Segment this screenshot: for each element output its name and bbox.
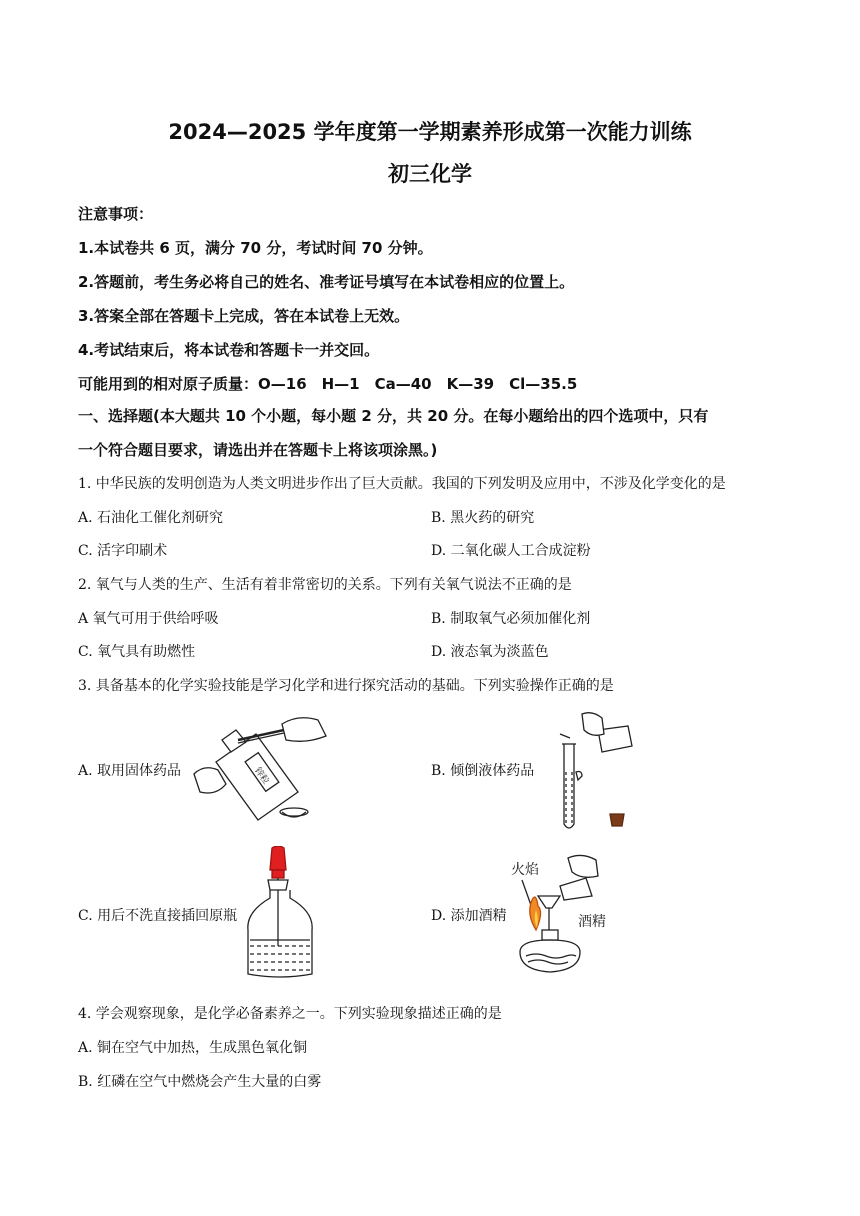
q1-option-c: C. 活字印刷术 bbox=[78, 543, 168, 559]
figure-take-solid bbox=[186, 712, 331, 824]
section-heading-line-1: 一、选择题(本大题共 10 个小题，每小题 2 分，共 20 分。在每小题给出的四个选项中，只有 bbox=[78, 407, 709, 425]
q3-option-a: A. 取用固体药品 bbox=[78, 763, 182, 779]
flame-label: 火焰 bbox=[511, 862, 539, 878]
figure-pour-liquid bbox=[538, 712, 638, 834]
q1-option-b: B. 黑火药的研究 bbox=[431, 510, 535, 526]
q1-option-a: A. 石油化工催化剂研究 bbox=[78, 510, 224, 526]
atomic-mass-line: 可能用到的相对原子质量：O—16 H—1 Ca—40 K—39 Cl—35.5 bbox=[78, 375, 578, 393]
q2-stem: 2. 氧气与人类的生产、生活有着非常密切的关系。下列有关氧气说法不正确的是 bbox=[78, 577, 572, 593]
q1-option-d: D. 二氧化碳人工合成淀粉 bbox=[431, 543, 591, 559]
exam-subtitle: 初三化学 bbox=[388, 162, 472, 186]
note-item-2: 2.答题前，考生务必将自己的姓名、准考证号填写在本试卷相应的位置上。 bbox=[78, 273, 575, 291]
note-item-4: 4.考试结束后，将本试卷和答题卡一并交回。 bbox=[78, 341, 380, 359]
q3-option-b: B. 倾倒液体药品 bbox=[431, 763, 535, 779]
q2-option-b: B. 制取氧气必须加催化剂 bbox=[431, 611, 591, 627]
note-item-1: 1.本试卷共 6 页，满分 70 分，考试时间 70 分钟。 bbox=[78, 239, 433, 257]
q3-option-d: D. 添加酒精 bbox=[431, 908, 507, 924]
exam-title: 2024—2025 学年度第一学期素养形成第一次能力训练 bbox=[168, 120, 692, 144]
q2-option-c: C. 氧气具有助燃性 bbox=[78, 644, 196, 660]
figure-add-alcohol bbox=[506, 848, 616, 976]
q3-option-c: C. 用后不洗直接插回原瓶 bbox=[78, 908, 238, 924]
note-item-3: 3.答案全部在答题卡上完成，答在本试卷上无效。 bbox=[78, 307, 410, 325]
figure-dropper-bottle bbox=[240, 846, 326, 982]
notes-heading: 注意事项： bbox=[78, 205, 154, 223]
q1-stem: 1. 中华民族的发明创造为人类文明进步作出了巨大贡献。我国的下列发明及应用中，不涉及化学变化的是 bbox=[78, 476, 726, 492]
q3-stem: 3. 具备基本的化学实验技能是学习化学和进行探究活动的基础。下列实验操作正确的是 bbox=[78, 678, 614, 694]
section-heading-line-2: 一个符合题目要求，请选出并在答题卡上将该项涂黑。) bbox=[78, 441, 438, 459]
q2-option-a: A 氧气可用于供给呼吸 bbox=[78, 611, 219, 627]
zinc-label: 锌粒 bbox=[252, 765, 271, 787]
q4-option-b: B. 红磷在空气中燃烧会产生大量的白雾 bbox=[78, 1074, 322, 1090]
q4-stem: 4. 学会观察现象，是化学必备素养之一。下列实验现象描述正确的是 bbox=[78, 1006, 502, 1022]
alcohol-label: 酒精 bbox=[578, 914, 606, 930]
q2-option-d: D. 液态氧为淡蓝色 bbox=[431, 644, 549, 660]
q4-option-a: A. 铜在空气中加热，生成黑色氧化铜 bbox=[78, 1040, 308, 1056]
